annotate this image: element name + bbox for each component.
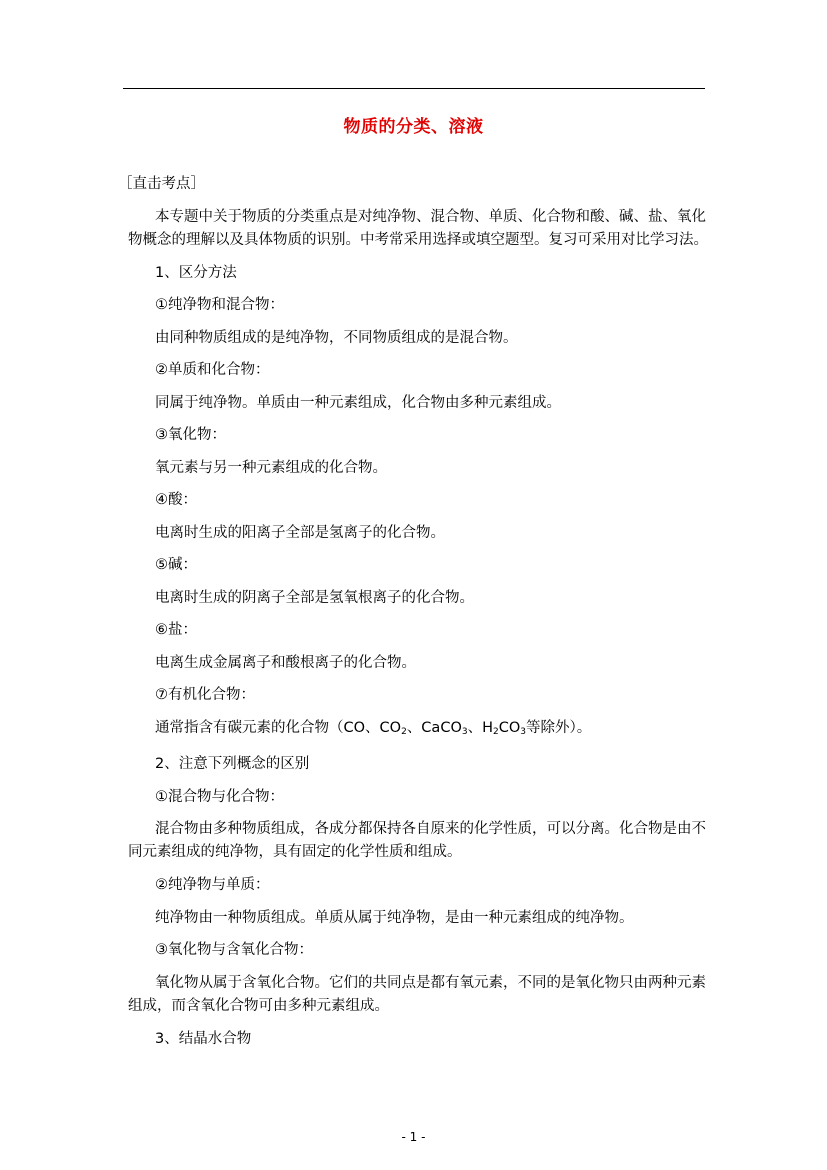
item-body: 氧元素与另一种元素组成的化合物。 xyxy=(155,459,387,476)
item-body: 氧化物从属于含氧化合物。它们的共同点是都有氧元素，不同的是氧化物只由两种元素组成，而含氧化合物可由多种元素组成。 xyxy=(128,974,706,1014)
item-head: ①混合物与化合物： xyxy=(155,788,284,805)
page-number: - 1 - xyxy=(401,1130,426,1144)
item-head: ⑦有机化合物： xyxy=(155,687,255,703)
intro-paragraph: 本专题中关于物质的分类重点是对纯净物、混合物、单质、化合物和酸、碱、盐、氧化物概念的理解以及具体物质的识别。中考常采用选择或填空题型。复习可采用对比学习法。 xyxy=(128,208,708,248)
item-head: ③氧化物与含氧化合物： xyxy=(155,942,313,958)
item-head: ⑤碱： xyxy=(155,557,197,573)
heading-2: 2、注意下列概念的区别 xyxy=(155,756,310,772)
item-head: ⑥盐： xyxy=(155,622,197,638)
item-body: 同属于纯净物。单质由一种元素组成，化合物由多种元素组成。 xyxy=(155,394,561,411)
item-body: 电离时生成的阳离子全部是氢离子的化合物。 xyxy=(155,524,445,541)
header-rule xyxy=(123,88,705,89)
item-body: 纯净物由一种物质组成。单质从属于纯净物，是由一种元素组成的纯净物。 xyxy=(155,909,634,926)
item-head: ④酸： xyxy=(155,492,197,508)
heading-3: 3、结晶水合物 xyxy=(155,1030,252,1047)
document-body xyxy=(118,168,710,1055)
item-body: 由同种物质组成的是纯净物，不同物质组成的是混合物。 xyxy=(155,329,518,346)
item-head: ②纯净物与单质： xyxy=(155,877,270,893)
item-body: 电离时生成的阴离子全部是氢氧根离子的化合物。 xyxy=(155,589,474,606)
item-body: 混合物由多种物质组成，各成分都保持各自原来的化学性质，可以分离。化合物是由不同元素组成的纯净物，具有固定的化学性质和组成。 xyxy=(128,821,706,860)
section-tag: ［直击考点］ xyxy=(118,176,205,192)
item-body: 电离生成金属离子和酸根离子的化合物。 xyxy=(155,654,416,671)
page-title: 物质的分类、溶液 xyxy=(343,117,484,137)
heading-1: 1、区分方法 xyxy=(155,264,237,281)
item-head: ③氧化物： xyxy=(155,427,226,443)
item-head: ①纯净物和混合物： xyxy=(155,297,284,313)
item-head: ②单质和化合物： xyxy=(155,362,270,378)
item-body-formula: 通常指含有碳元素的化合物（CO、$CO_2$、CaCO$_3$、$H_2CO_3$等除外）。 xyxy=(155,719,592,737)
